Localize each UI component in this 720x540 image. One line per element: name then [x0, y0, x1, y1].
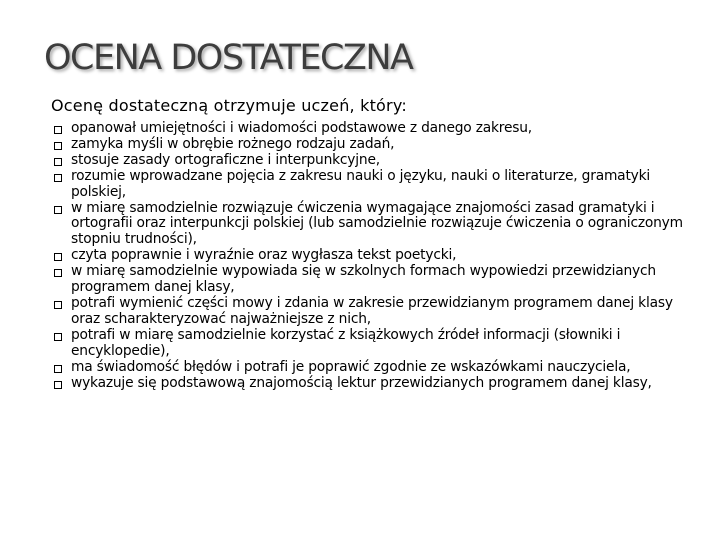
list-item [54, 360, 704, 376]
list-item-text: stosuje zasady ortograficzne i interpunkcyjne, [71, 151, 380, 168]
checkbox-bullet-icon [54, 126, 62, 134]
list-item-text: opanował umiejętności i wiadomości podstawowe z danego zakresu, [71, 120, 532, 136]
list-item [54, 137, 704, 153]
list-item-text: w miarę samodzielnie rozwiązuje ćwiczenia wymagające znajomości zasad gramatyki i ortografii oraz interpunkcji polskiej (lub samodzielnie rozwiązuje ćwiczenia o ograniczonym stopniu trudności), [71, 199, 683, 248]
list-item-text: ma świadomość błędów i potrafi je poprawić zgodnie ze wskazówkami nauczyciela, [71, 358, 631, 375]
checkbox-bullet-icon [54, 253, 62, 261]
list-item-text: czyta poprawnie i wyraźnie oraz wygłasza tekst poetycki, [71, 247, 457, 264]
checkbox-bullet-icon [54, 142, 62, 150]
checkbox-bullet-icon [54, 365, 62, 373]
list-item [54, 328, 704, 360]
list-item-text: potrafi w miarę samodzielnie korzystać z książkowych źródeł informacji (słowniki i encyklopedie), [71, 326, 621, 359]
checkbox-bullet-icon [54, 206, 62, 214]
slide-title: OCENA DOSTATECZNA [44, 38, 413, 78]
checkbox-bullet-icon [54, 301, 62, 309]
list-item-text: potrafi wymienić części mowy i zdania w zakresie przewidzianym programem danej klasy oraz scharakteryzować najważniejsze z nich, [71, 294, 673, 327]
list-item [54, 169, 704, 201]
checkbox-bullet-icon [54, 158, 62, 166]
list-item [54, 201, 704, 249]
checkbox-bullet-icon [54, 269, 62, 277]
list-item-text: w miarę samodzielnie wypowiada się w szkolnych formach wypowiedzi przewidzianych programem danej klasy, [71, 263, 656, 296]
slide-intro: Ocenę dostateczną otrzymuje uczeń, który: [51, 96, 407, 115]
list-item [54, 296, 704, 328]
list-item [54, 248, 704, 264]
list-item-text: rozumie wprowadzane pojęcia z zakresu nauki o języku, nauki o literaturze, gramatyki polskiej, [71, 167, 651, 200]
list-item [54, 121, 704, 137]
checkbox-bullet-icon [54, 174, 62, 182]
requirements-list [54, 121, 704, 391]
list-item-text: zamyka myśli w obrębie rożnego rodzaju zadań, [71, 135, 395, 152]
checkbox-bullet-icon [54, 381, 62, 389]
list-item-text: wykazuje się podstawową znajomością lektur przewidzianych programem danej klasy, [71, 374, 652, 391]
list-item [54, 153, 704, 169]
list-item [54, 376, 704, 392]
list-item [54, 264, 704, 296]
checkbox-bullet-icon [54, 333, 62, 341]
